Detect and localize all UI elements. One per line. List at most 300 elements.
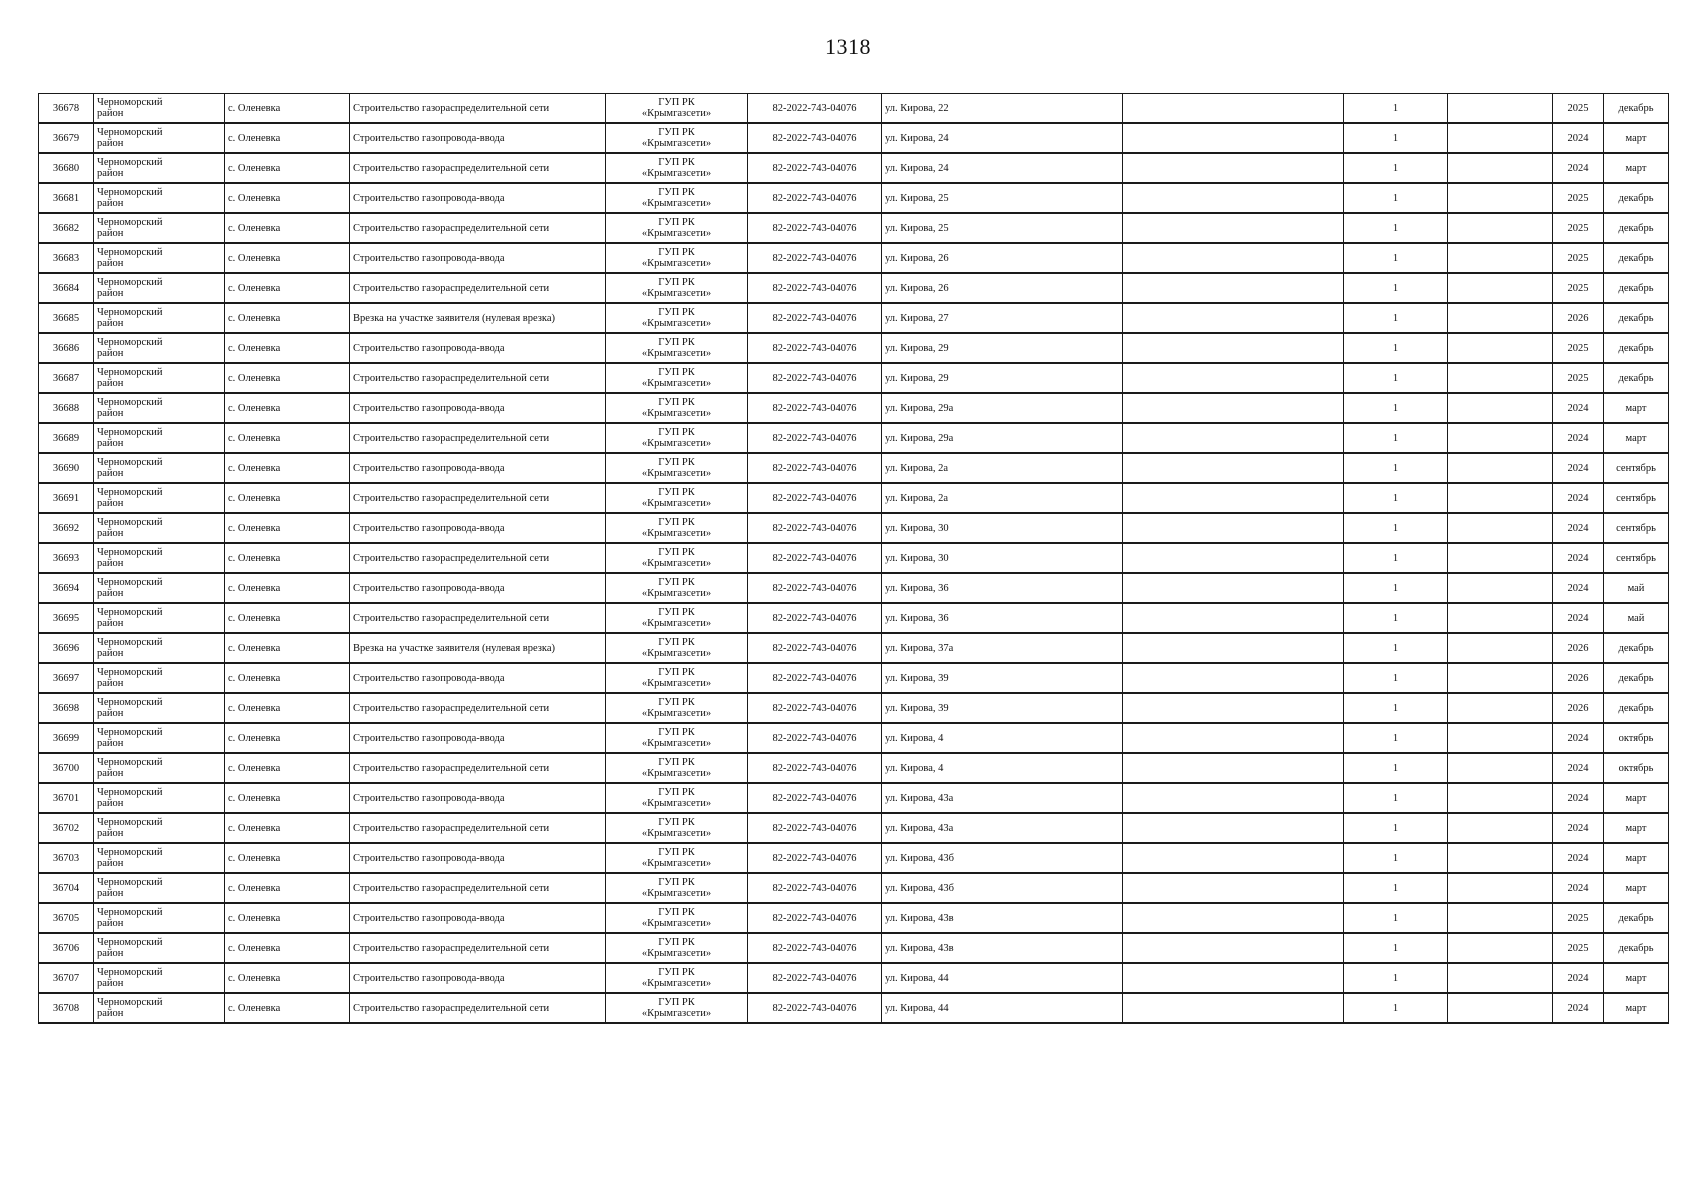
- program-code-cell: 82-2022-743-04076: [748, 873, 882, 903]
- row-number-cell: 36696: [39, 633, 94, 663]
- district-line: Черноморский: [97, 517, 163, 528]
- table-row: [39, 333, 1669, 363]
- organization-line: ГУП РК: [658, 607, 695, 618]
- empty-cell: [1448, 633, 1553, 663]
- year-cell: 2026: [1553, 303, 1604, 333]
- address-cell: ул. Кирова, 25: [882, 183, 1123, 213]
- program-code-cell: 82-2022-743-04076: [748, 903, 882, 933]
- district-line: Черноморский: [97, 307, 163, 318]
- organization-line: ГУП РК: [658, 817, 695, 828]
- address-cell: ул. Кирова, 25: [882, 213, 1123, 243]
- address-cell: ул. Кирова, 44: [882, 993, 1123, 1023]
- organization-line: «Крымгазсети»: [641, 108, 712, 119]
- locality-cell: с. Оленевка: [225, 963, 350, 993]
- work-type-cell: Строительство газопровода-ввода: [350, 513, 606, 543]
- organization-line: «Крымгазсети»: [641, 618, 712, 629]
- district-cell: [94, 153, 225, 183]
- organization-line: ГУП РК: [658, 547, 695, 558]
- district-cell: [94, 693, 225, 723]
- district-line: район: [97, 168, 124, 179]
- organization-line: «Крымгазсети»: [641, 558, 712, 569]
- empty-cell: [1123, 213, 1344, 243]
- district-line: Черноморский: [97, 457, 163, 468]
- organization-line: ГУП РК: [658, 157, 695, 168]
- district-line: район: [97, 258, 124, 269]
- district-line: Черноморский: [97, 997, 163, 1008]
- organization-line: «Крымгазсети»: [641, 198, 712, 209]
- row-number-cell: 36679: [39, 123, 94, 153]
- organization-cell: [606, 693, 748, 723]
- quantity-cell: 1: [1344, 603, 1448, 633]
- quantity-cell: 1: [1344, 843, 1448, 873]
- organization-cell: [606, 243, 748, 273]
- work-type-cell: Строительство газораспределительной сети: [350, 933, 606, 963]
- organization-cell: [606, 813, 748, 843]
- quantity-cell: 1: [1344, 933, 1448, 963]
- organization-cell: [606, 94, 748, 124]
- empty-cell: [1123, 663, 1344, 693]
- work-type-cell: Строительство газораспределительной сети: [350, 423, 606, 453]
- month-cell: декабрь: [1604, 663, 1669, 693]
- table-row: [39, 933, 1669, 963]
- organization-cell: [606, 453, 748, 483]
- organization-line: ГУП РК: [658, 937, 695, 948]
- program-code-cell: 82-2022-743-04076: [748, 693, 882, 723]
- empty-cell: [1123, 963, 1344, 993]
- quantity-cell: 1: [1344, 363, 1448, 393]
- organization-cell: [606, 183, 748, 213]
- district-line: район: [97, 408, 124, 419]
- row-number-cell: 36700: [39, 753, 94, 783]
- quantity-cell: 1: [1344, 633, 1448, 663]
- address-cell: ул. Кирова, 24: [882, 123, 1123, 153]
- organization-line: «Крымгазсети»: [641, 588, 712, 599]
- district-line: район: [97, 828, 124, 839]
- month-cell: март: [1604, 813, 1669, 843]
- empty-cell: [1448, 453, 1553, 483]
- district-cell: [94, 303, 225, 333]
- month-cell: декабрь: [1604, 933, 1669, 963]
- work-type-cell: Врезка на участке заявителя (нулевая врезка): [350, 303, 606, 333]
- district-line: район: [97, 498, 124, 509]
- address-cell: ул. Кирова, 26: [882, 273, 1123, 303]
- district-line: Черноморский: [97, 907, 163, 918]
- empty-cell: [1123, 693, 1344, 723]
- district-cell: [94, 453, 225, 483]
- organization-line: ГУП РК: [658, 127, 695, 138]
- organization-cell: [606, 573, 748, 603]
- organization-cell: [606, 723, 748, 753]
- organization-line: ГУП РК: [658, 97, 695, 108]
- table-row: [39, 603, 1669, 633]
- district-line: район: [97, 558, 124, 569]
- table-row: [39, 723, 1669, 753]
- row-number-cell: 36706: [39, 933, 94, 963]
- district-line: Черноморский: [97, 937, 163, 948]
- empty-cell: [1448, 303, 1553, 333]
- empty-cell: [1448, 483, 1553, 513]
- address-cell: ул. Кирова, 37а: [882, 633, 1123, 663]
- district-line: район: [97, 738, 124, 749]
- table-row: [39, 813, 1669, 843]
- work-type-cell: Строительство газораспределительной сети: [350, 993, 606, 1023]
- district-cell: [94, 603, 225, 633]
- district-line: Черноморский: [97, 367, 163, 378]
- address-cell: ул. Кирова, 27: [882, 303, 1123, 333]
- month-cell: октябрь: [1604, 753, 1669, 783]
- district-line: Черноморский: [97, 127, 163, 138]
- year-cell: 2024: [1553, 873, 1604, 903]
- row-number-cell: 36704: [39, 873, 94, 903]
- program-code-cell: 82-2022-743-04076: [748, 333, 882, 363]
- empty-cell: [1448, 963, 1553, 993]
- table-row: [39, 993, 1669, 1023]
- district-line: район: [97, 438, 124, 449]
- organization-line: ГУП РК: [658, 277, 695, 288]
- empty-cell: [1123, 903, 1344, 933]
- organization-cell: [606, 423, 748, 453]
- organization-cell: [606, 843, 748, 873]
- row-number-cell: 36686: [39, 333, 94, 363]
- organization-cell: [606, 993, 748, 1023]
- row-number-cell: 36708: [39, 993, 94, 1023]
- month-cell: сентябрь: [1604, 513, 1669, 543]
- row-number-cell: 36680: [39, 153, 94, 183]
- quantity-cell: 1: [1344, 813, 1448, 843]
- organization-line: ГУП РК: [658, 847, 695, 858]
- organization-line: «Крымгазсети»: [641, 978, 712, 989]
- row-number-cell: 36699: [39, 723, 94, 753]
- empty-cell: [1123, 483, 1344, 513]
- month-cell: март: [1604, 393, 1669, 423]
- work-type-cell: Врезка на участке заявителя (нулевая врезка): [350, 633, 606, 663]
- district-cell: [94, 423, 225, 453]
- empty-cell: [1123, 543, 1344, 573]
- program-code-cell: 82-2022-743-04076: [748, 843, 882, 873]
- organization-cell: [606, 513, 748, 543]
- locality-cell: с. Оленевка: [225, 693, 350, 723]
- organization-cell: [606, 603, 748, 633]
- locality-cell: с. Оленевка: [225, 933, 350, 963]
- month-cell: сентябрь: [1604, 543, 1669, 573]
- district-line: район: [97, 798, 124, 809]
- district-cell: [94, 903, 225, 933]
- district-line: район: [97, 378, 124, 389]
- program-code-cell: 82-2022-743-04076: [748, 723, 882, 753]
- empty-cell: [1448, 273, 1553, 303]
- empty-cell: [1448, 423, 1553, 453]
- row-number-cell: 36695: [39, 603, 94, 633]
- address-cell: ул. Кирова, 36: [882, 603, 1123, 633]
- empty-cell: [1123, 633, 1344, 663]
- district-line: район: [97, 948, 124, 959]
- district-line: район: [97, 588, 124, 599]
- empty-cell: [1448, 813, 1553, 843]
- year-cell: 2024: [1553, 963, 1604, 993]
- program-code-cell: 82-2022-743-04076: [748, 513, 882, 543]
- address-cell: ул. Кирова, 44: [882, 963, 1123, 993]
- district-cell: [94, 183, 225, 213]
- locality-cell: с. Оленевка: [225, 603, 350, 633]
- organization-line: «Крымгазсети»: [641, 498, 712, 509]
- empty-cell: [1123, 393, 1344, 423]
- address-cell: ул. Кирова, 26: [882, 243, 1123, 273]
- district-line: район: [97, 678, 124, 689]
- quantity-cell: 1: [1344, 483, 1448, 513]
- organization-cell: [606, 273, 748, 303]
- year-cell: 2026: [1553, 693, 1604, 723]
- empty-cell: [1123, 603, 1344, 633]
- organization-cell: [606, 153, 748, 183]
- program-code-cell: 82-2022-743-04076: [748, 933, 882, 963]
- address-cell: ул. Кирова, 39: [882, 693, 1123, 723]
- quantity-cell: 1: [1344, 723, 1448, 753]
- organization-line: ГУП РК: [658, 787, 695, 798]
- empty-cell: [1448, 183, 1553, 213]
- organization-cell: [606, 753, 748, 783]
- work-type-cell: Строительство газораспределительной сети: [350, 543, 606, 573]
- organization-line: ГУП РК: [658, 877, 695, 888]
- district-line: район: [97, 858, 124, 869]
- organization-cell: [606, 483, 748, 513]
- district-cell: [94, 94, 225, 124]
- program-code-cell: 82-2022-743-04076: [748, 573, 882, 603]
- empty-cell: [1123, 153, 1344, 183]
- program-code-cell: 82-2022-743-04076: [748, 813, 882, 843]
- work-type-cell: Строительство газопровода-ввода: [350, 183, 606, 213]
- empty-cell: [1123, 783, 1344, 813]
- quantity-cell: 1: [1344, 123, 1448, 153]
- program-code-cell: 82-2022-743-04076: [748, 783, 882, 813]
- month-cell: сентябрь: [1604, 453, 1669, 483]
- table-row: [39, 363, 1669, 393]
- table-row: [39, 873, 1669, 903]
- row-number-cell: 36705: [39, 903, 94, 933]
- district-line: Черноморский: [97, 187, 163, 198]
- program-code-cell: 82-2022-743-04076: [748, 993, 882, 1023]
- year-cell: 2024: [1553, 993, 1604, 1023]
- quantity-cell: 1: [1344, 423, 1448, 453]
- address-cell: ул. Кирова, 39: [882, 663, 1123, 693]
- locality-cell: с. Оленевка: [225, 423, 350, 453]
- row-number-cell: 36697: [39, 663, 94, 693]
- empty-cell: [1448, 123, 1553, 153]
- empty-cell: [1448, 603, 1553, 633]
- organization-cell: [606, 903, 748, 933]
- organization-line: «Крымгазсети»: [641, 738, 712, 749]
- empty-cell: [1448, 663, 1553, 693]
- year-cell: 2024: [1553, 423, 1604, 453]
- organization-line: ГУП РК: [658, 907, 695, 918]
- table-row: [39, 963, 1669, 993]
- quantity-cell: 1: [1344, 903, 1448, 933]
- year-cell: 2024: [1553, 723, 1604, 753]
- work-type-cell: Строительство газопровода-ввода: [350, 903, 606, 933]
- district-cell: [94, 963, 225, 993]
- year-cell: 2026: [1553, 633, 1604, 663]
- year-cell: 2025: [1553, 333, 1604, 363]
- organization-line: ГУП РК: [658, 637, 695, 648]
- year-cell: 2024: [1553, 483, 1604, 513]
- table-row: [39, 243, 1669, 273]
- month-cell: март: [1604, 843, 1669, 873]
- organization-cell: [606, 783, 748, 813]
- table-row: [39, 543, 1669, 573]
- empty-cell: [1448, 753, 1553, 783]
- empty-cell: [1123, 453, 1344, 483]
- address-cell: ул. Кирова, 29: [882, 333, 1123, 363]
- program-code-cell: 82-2022-743-04076: [748, 183, 882, 213]
- district-line: Черноморский: [97, 157, 163, 168]
- district-line: Черноморский: [97, 217, 163, 228]
- locality-cell: с. Оленевка: [225, 123, 350, 153]
- quantity-cell: 1: [1344, 243, 1448, 273]
- year-cell: 2025: [1553, 903, 1604, 933]
- empty-cell: [1448, 94, 1553, 124]
- organization-cell: [606, 663, 748, 693]
- organization-line: «Крымгазсети»: [641, 138, 712, 149]
- empty-cell: [1123, 363, 1344, 393]
- district-line: район: [97, 108, 124, 119]
- month-cell: декабрь: [1604, 693, 1669, 723]
- month-cell: март: [1604, 783, 1669, 813]
- program-code-cell: 82-2022-743-04076: [748, 963, 882, 993]
- locality-cell: с. Оленевка: [225, 273, 350, 303]
- empty-cell: [1123, 513, 1344, 543]
- empty-cell: [1123, 813, 1344, 843]
- locality-cell: с. Оленевка: [225, 483, 350, 513]
- district-cell: [94, 723, 225, 753]
- organization-line: «Крымгазсети»: [641, 768, 712, 779]
- empty-cell: [1448, 573, 1553, 603]
- work-type-cell: Строительство газораспределительной сети: [350, 213, 606, 243]
- district-line: район: [97, 528, 124, 539]
- organization-line: ГУП РК: [658, 967, 695, 978]
- organization-line: ГУП РК: [658, 217, 695, 228]
- month-cell: декабрь: [1604, 213, 1669, 243]
- locality-cell: с. Оленевка: [225, 213, 350, 243]
- row-number-cell: 36688: [39, 393, 94, 423]
- organization-cell: [606, 933, 748, 963]
- empty-cell: [1123, 183, 1344, 213]
- work-type-cell: Строительство газораспределительной сети: [350, 603, 606, 633]
- organization-line: ГУП РК: [658, 697, 695, 708]
- empty-cell: [1123, 423, 1344, 453]
- locality-cell: с. Оленевка: [225, 903, 350, 933]
- empty-cell: [1448, 153, 1553, 183]
- district-line: район: [97, 888, 124, 899]
- district-line: район: [97, 618, 124, 629]
- district-line: район: [97, 978, 124, 989]
- month-cell: март: [1604, 123, 1669, 153]
- district-cell: [94, 273, 225, 303]
- address-cell: ул. Кирова, 2а: [882, 453, 1123, 483]
- organization-line: ГУП РК: [658, 337, 695, 348]
- program-code-cell: 82-2022-743-04076: [748, 423, 882, 453]
- quantity-cell: 1: [1344, 94, 1448, 124]
- quantity-cell: 1: [1344, 213, 1448, 243]
- quantity-cell: 1: [1344, 453, 1448, 483]
- row-number-cell: 36681: [39, 183, 94, 213]
- table-row: [39, 633, 1669, 663]
- table-row: [39, 393, 1669, 423]
- quantity-cell: 1: [1344, 393, 1448, 423]
- program-code-cell: 82-2022-743-04076: [748, 543, 882, 573]
- program-code-cell: 82-2022-743-04076: [748, 663, 882, 693]
- work-type-cell: Строительство газопровода-ввода: [350, 243, 606, 273]
- quantity-cell: 1: [1344, 873, 1448, 903]
- organization-line: «Крымгазсети»: [641, 288, 712, 299]
- quantity-cell: 1: [1344, 333, 1448, 363]
- empty-cell: [1448, 933, 1553, 963]
- locality-cell: с. Оленевка: [225, 513, 350, 543]
- empty-cell: [1123, 993, 1344, 1023]
- organization-cell: [606, 543, 748, 573]
- organization-line: «Крымгазсети»: [641, 918, 712, 929]
- district-cell: [94, 393, 225, 423]
- district-line: Черноморский: [97, 247, 163, 258]
- locality-cell: с. Оленевка: [225, 543, 350, 573]
- table-row: [39, 843, 1669, 873]
- work-type-cell: Строительство газопровода-ввода: [350, 843, 606, 873]
- address-cell: ул. Кирова, 29а: [882, 393, 1123, 423]
- program-code-cell: 82-2022-743-04076: [748, 213, 882, 243]
- locality-cell: с. Оленевка: [225, 633, 350, 663]
- month-cell: декабрь: [1604, 94, 1669, 124]
- district-line: район: [97, 288, 124, 299]
- district-line: Черноморский: [97, 697, 163, 708]
- page-number: 1318: [825, 34, 871, 59]
- empty-cell: [1448, 783, 1553, 813]
- district-line: Черноморский: [97, 787, 163, 798]
- organization-line: «Крымгазсети»: [641, 798, 712, 809]
- empty-cell: [1448, 363, 1553, 393]
- address-cell: ул. Кирова, 2а: [882, 483, 1123, 513]
- table-row: [39, 183, 1669, 213]
- organization-line: ГУП РК: [658, 577, 695, 588]
- district-cell: [94, 993, 225, 1023]
- empty-cell: [1448, 873, 1553, 903]
- address-cell: ул. Кирова, 43б: [882, 843, 1123, 873]
- district-line: Черноморский: [97, 97, 163, 108]
- organization-line: «Крымгазсети»: [641, 708, 712, 719]
- month-cell: декабрь: [1604, 363, 1669, 393]
- month-cell: май: [1604, 603, 1669, 633]
- district-line: район: [97, 648, 124, 659]
- district-line: Черноморский: [97, 877, 163, 888]
- district-line: район: [97, 318, 124, 329]
- district-line: район: [97, 768, 124, 779]
- year-cell: 2025: [1553, 243, 1604, 273]
- district-line: Черноморский: [97, 277, 163, 288]
- month-cell: март: [1604, 153, 1669, 183]
- row-number-cell: 36701: [39, 783, 94, 813]
- organization-line: ГУП РК: [658, 367, 695, 378]
- district-line: Черноморский: [97, 727, 163, 738]
- empty-cell: [1123, 94, 1344, 124]
- year-cell: 2024: [1553, 393, 1604, 423]
- table-row: [39, 94, 1669, 124]
- empty-cell: [1123, 243, 1344, 273]
- program-code-cell: 82-2022-743-04076: [748, 753, 882, 783]
- district-cell: [94, 123, 225, 153]
- organization-cell: [606, 963, 748, 993]
- empty-cell: [1448, 243, 1553, 273]
- quantity-cell: 1: [1344, 153, 1448, 183]
- organization-line: «Крымгазсети»: [641, 318, 712, 329]
- district-cell: [94, 483, 225, 513]
- row-number-cell: 36690: [39, 453, 94, 483]
